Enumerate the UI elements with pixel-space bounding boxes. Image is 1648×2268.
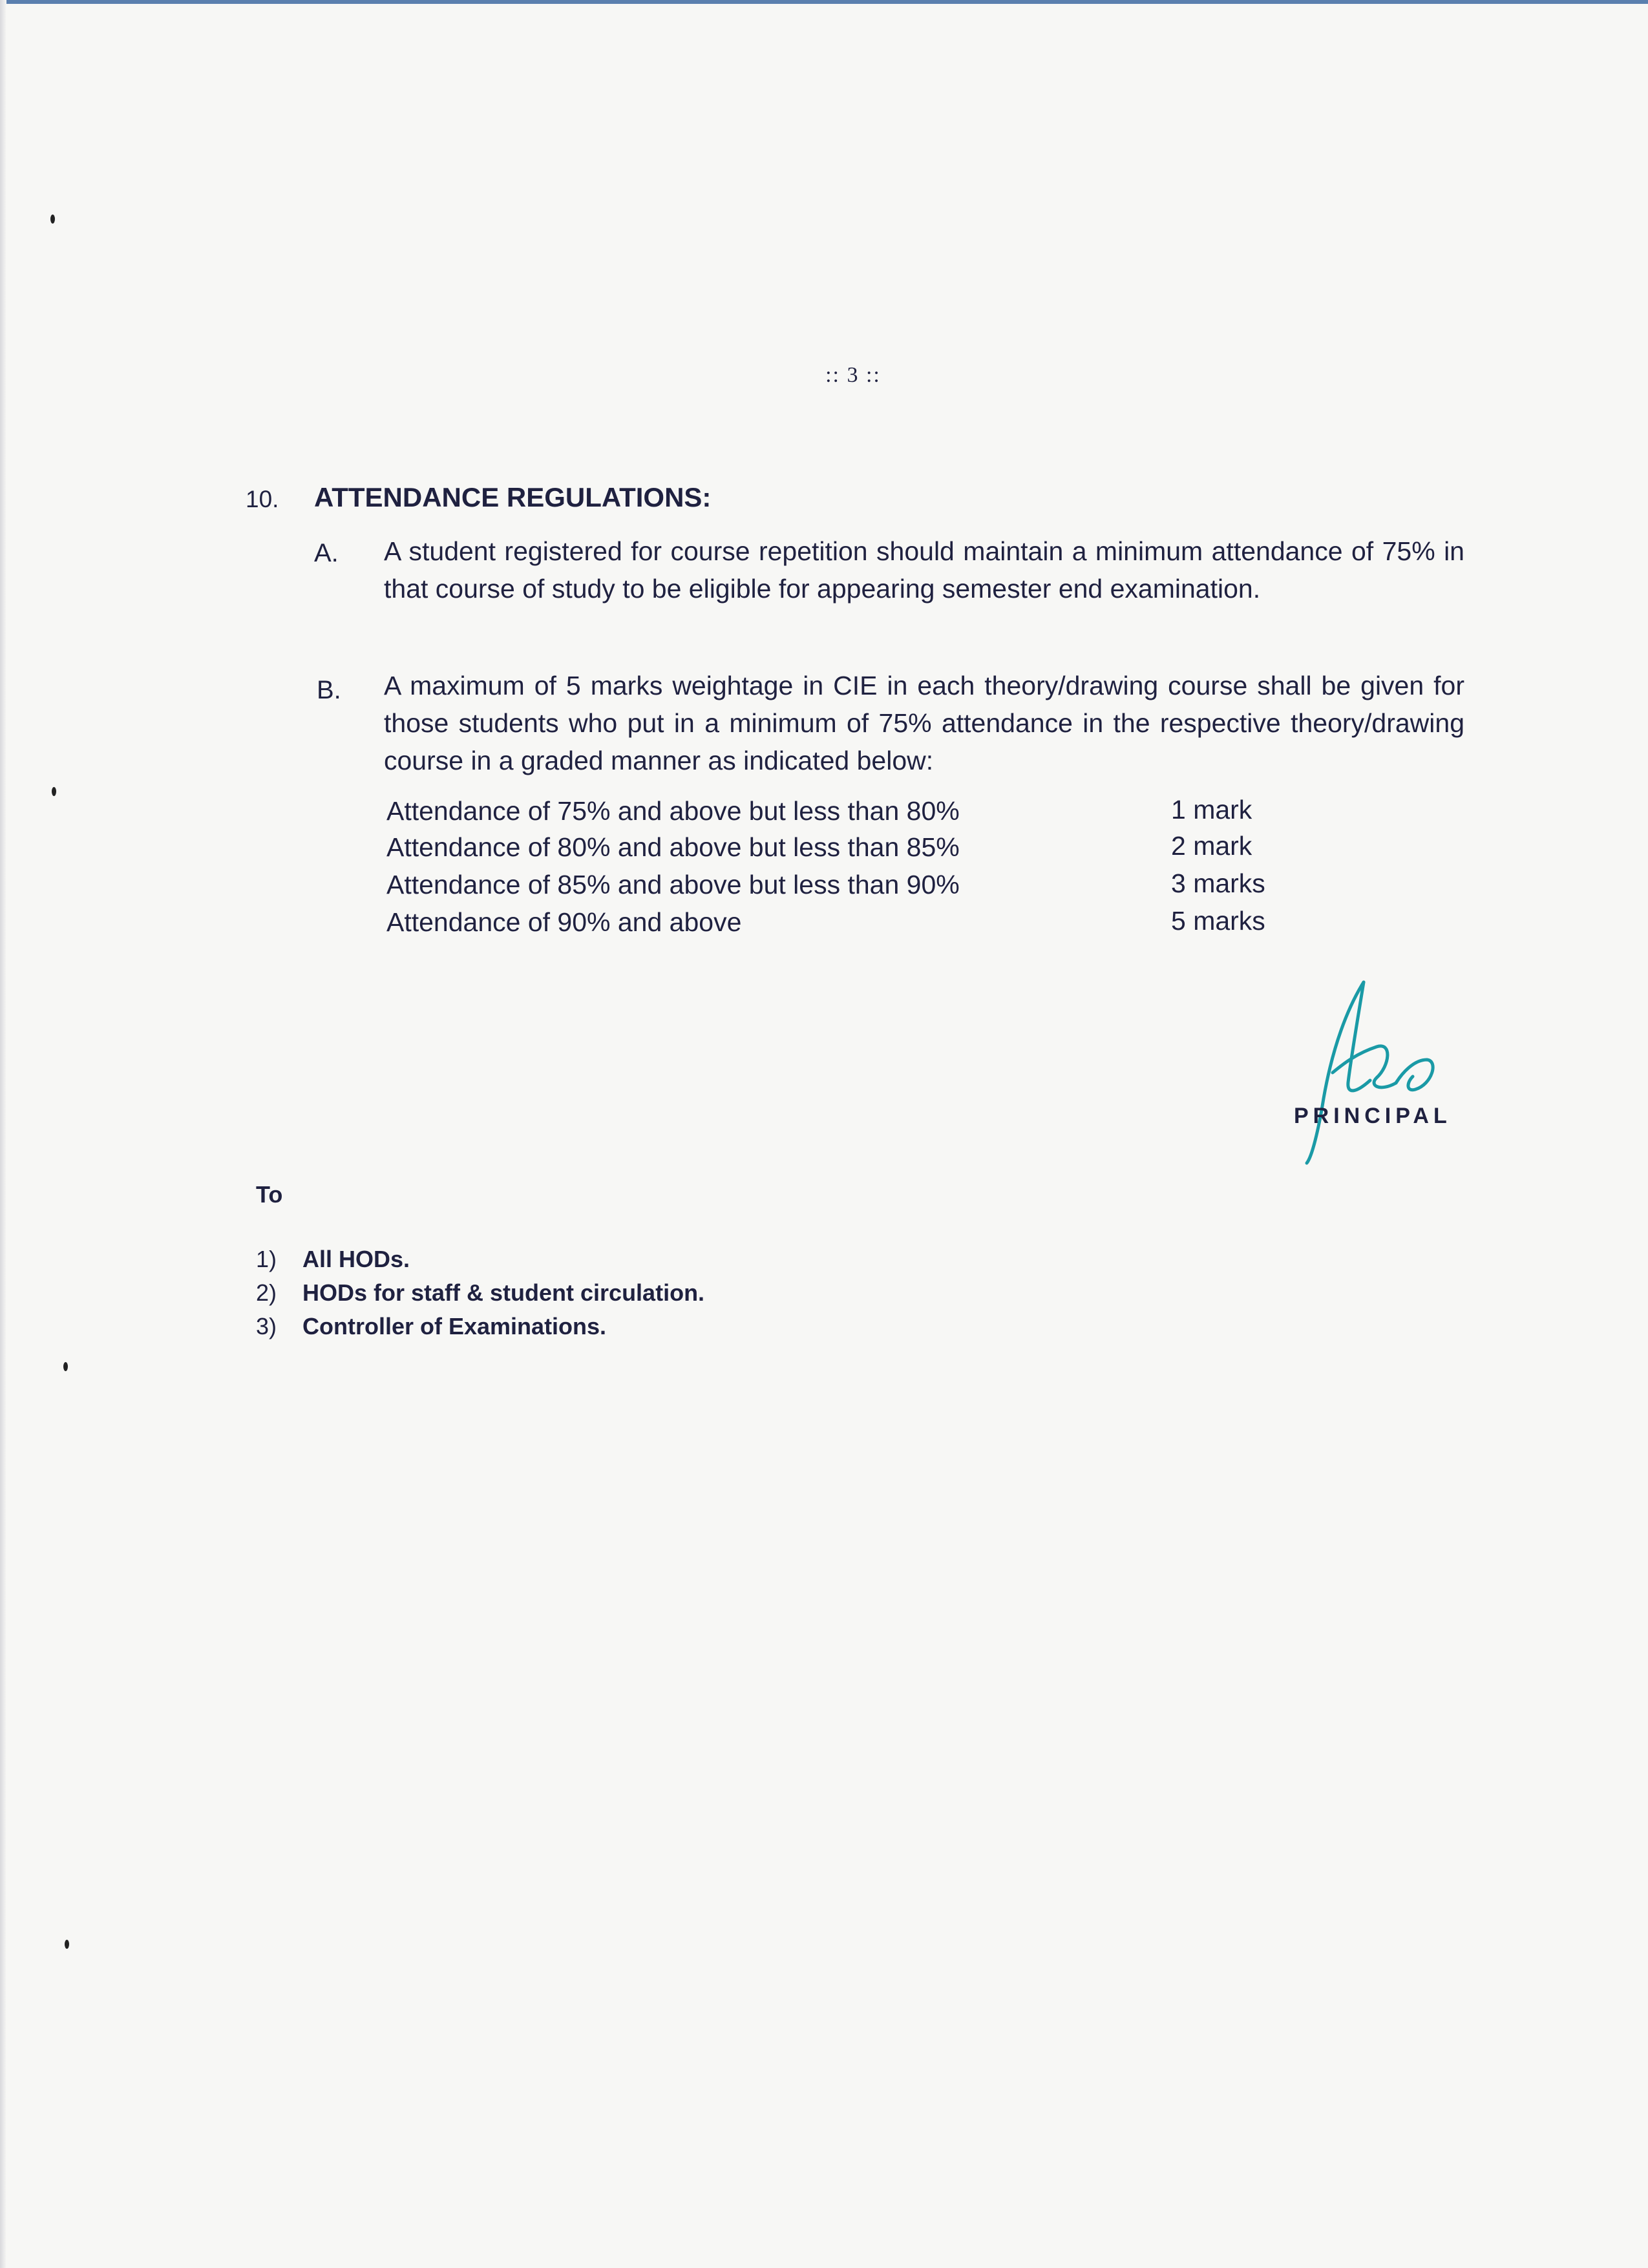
grade-row-marks: 2 mark: [1171, 831, 1252, 861]
recipient-number: 2): [256, 1279, 277, 1306]
grade-row-label: Attendance of 80% and above but less than 85%: [386, 832, 960, 862]
scan-top-edge: [0, 0, 1648, 4]
grade-row-label: Attendance of 85% and above but less than 90%: [386, 870, 960, 899]
item-letter-b: B.: [317, 676, 341, 704]
to-label: To: [256, 1181, 283, 1208]
signature-icon: [1286, 969, 1454, 1176]
punch-hole-mark: [52, 787, 56, 796]
grade-row-marks: 1 mark: [1171, 795, 1252, 824]
paragraph-b: A maximum of 5 marks weightage in CIE in each theory/drawing course shall be given for those students who put in a minimum of 75% attendance in the respective theory/drawing course in a graded manner as indicated below:: [384, 671, 1464, 775]
signatory-title: PRINCIPAL: [1294, 1104, 1452, 1128]
grade-row-label: Attendance of 75% and above but less than 80%: [386, 796, 960, 826]
grade-row-marks: 3 marks: [1171, 868, 1265, 898]
recipient-item: [256, 1279, 704, 1307]
grade-row-marks: 5 marks: [1171, 906, 1265, 936]
recipient-item: [256, 1313, 606, 1340]
recipient-number: 1): [256, 1246, 277, 1272]
recipient-item: [256, 1246, 410, 1273]
grade-row-label: Attendance of 90% and above: [386, 907, 742, 937]
recipient-text: Controller of Examinations.: [302, 1313, 607, 1339]
page-number: :: 3 ::: [825, 363, 881, 387]
punch-hole-mark: [50, 215, 55, 224]
punch-hole-mark: [65, 1940, 69, 1949]
punch-hole-mark: [63, 1362, 68, 1371]
scan-left-edge: [0, 0, 6, 2268]
paragraph-a: A student registered for course repetition should maintain a minimum attendance of 75% in that course of study to be eligible for appearing semester end examination.: [384, 536, 1464, 604]
section-title: ATTENDANCE REGULATIONS:: [314, 482, 712, 512]
section-number: 10.: [246, 486, 279, 512]
item-letter-a: A.: [314, 539, 339, 567]
recipient-text: HODs for staff & student circulation.: [302, 1279, 705, 1306]
recipient-number: 3): [256, 1313, 277, 1339]
recipient-text: All HODs.: [302, 1246, 410, 1272]
